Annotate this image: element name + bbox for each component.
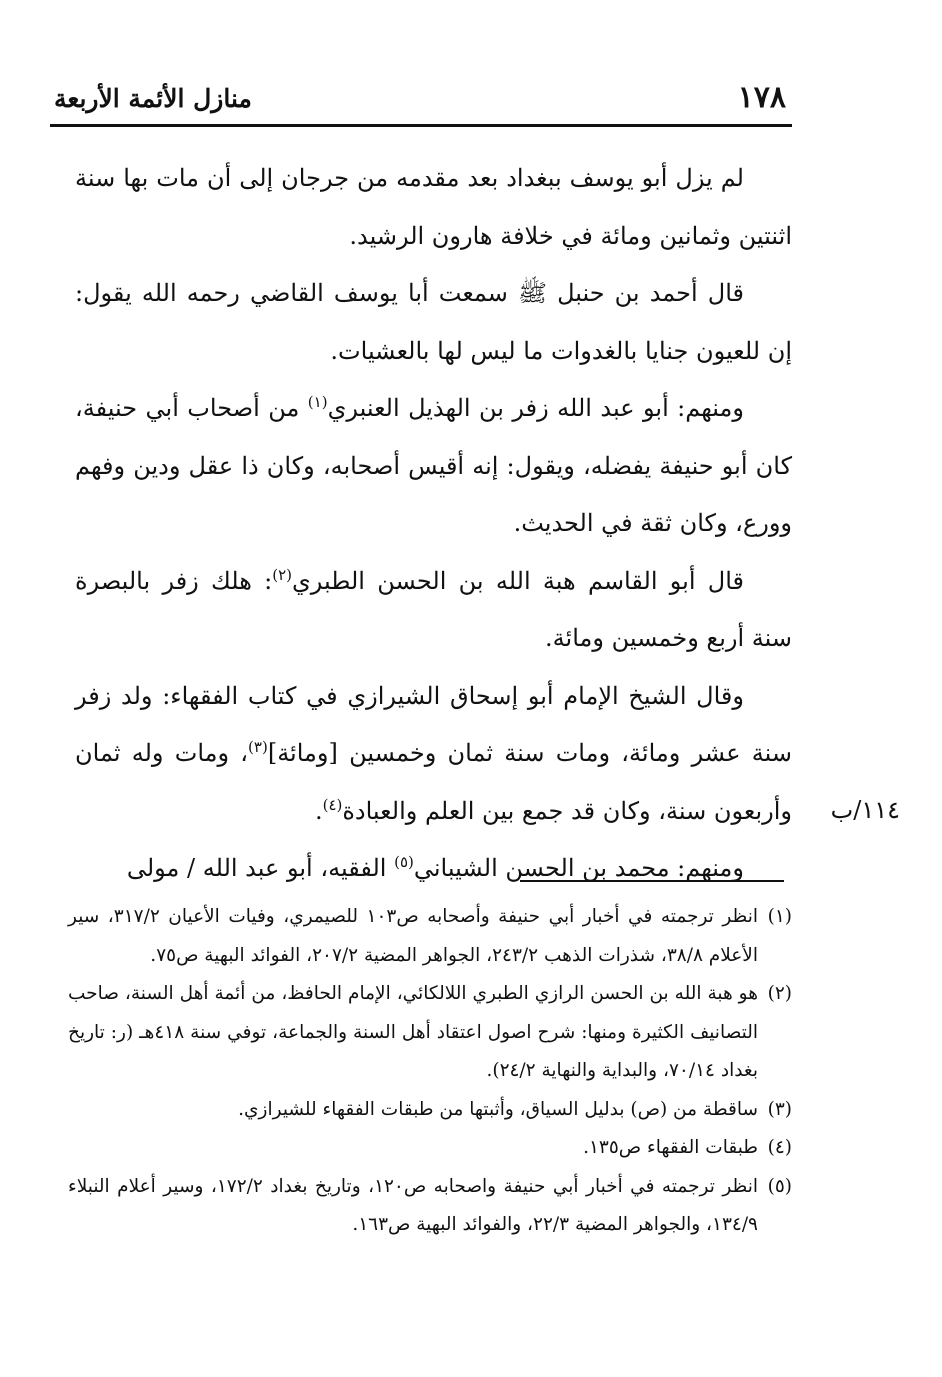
- paragraph-zufar: [75, 380, 792, 553]
- paragraph-ahmad-quote: قال أحمد بن حنبل ﷺ سمعت أبا يوسف القاضي رحمه الله يقول: إن للعيون جنايا بالغدوات ما ليس لها بالعشيات.: [75, 279, 792, 365]
- paragraph-abu-yusuf-death: لم يزل أبو يوسف ببغداد بعد مقدمه من جرجان إلى أن مات بها سنة اثنتين وثمانين ومائة في خلافة هارون الرشيد.: [75, 164, 792, 250]
- footnote-4: [68, 1129, 792, 1168]
- paragraph-tabari-rest: : هلك زفر بالبصرة سنة أربع وخمسين ومائة.: [75, 566, 792, 652]
- footnote-1: [68, 898, 792, 975]
- footnote-number: (٥): [767, 1175, 792, 1197]
- footnote-ref-2[interactable]: (٢): [272, 565, 292, 584]
- paragraph-shaybani-lead: ومنهم: محمد بن الحسن الشيباني: [413, 854, 744, 882]
- paragraph-shaybani: [75, 840, 792, 898]
- paragraph-tabari-lead: قال أبو القاسم هبة الله بن الحسن الطبري: [292, 566, 745, 595]
- main-text: [75, 150, 792, 898]
- footnote-number: (٣): [767, 1098, 792, 1120]
- footnote-ref-4[interactable]: (٤): [322, 795, 343, 814]
- paragraph-shirazi-end: .: [314, 796, 323, 825]
- footnote-ref-5[interactable]: (٥): [394, 853, 414, 871]
- paragraph-zufar-rest: من أصحاب أبي حنيفة، كان أبو حنيفة يفضله، ويقول: إنه أقيس أصحابه، وكان ذا عقل ودين وفهم وورع، وكان ثقة في الحديث.: [75, 394, 792, 537]
- footnote-separator: [520, 880, 784, 882]
- paragraph-shirazi: [75, 668, 792, 841]
- paragraph-shirazi-mid: ، ومات وله ثمان وأربعون سنة، وكان قد جمع بين العلم والعبادة: [75, 739, 792, 825]
- footnote-ref-1[interactable]: (١): [307, 393, 328, 411]
- footnote-text: انظر ترجمته في أخبار أبي حنيفة واصحابه ص١٢٠، وتاريخ بغداد ١٧٢/٢، وسير أعلام النبلاء ١٣٤/٩، والجواهر المضية ٢٢/٣، والفوائد البهية ص١٦٣.: [68, 1175, 758, 1235]
- footnote-2: [68, 975, 792, 1091]
- paragraph-shirazi-lead: وقال الشيخ الإمام أبو إسحاق الشيرازي في كتاب الفقهاء: ولد زفر سنة عشر ومائة، ومات سنة ثمان وخمسين [ومائة]: [75, 681, 792, 767]
- footnotes-section: [68, 898, 792, 1245]
- footnote-number: (٤): [767, 1137, 792, 1158]
- page-header: [50, 80, 792, 127]
- manuscript-folio-note: ١١٤/ب: [830, 796, 900, 824]
- footnote-text: ساقطة من (ص) بدليل السياق، وأثبتها من طبقات الفقهاء للشيرازي.: [238, 1098, 758, 1120]
- running-title: منازل الأئمة الأربعة: [54, 84, 252, 113]
- page-number: ١٧٨: [737, 80, 786, 115]
- footnote-text: طبقات الفقهاء ص١٣٥.: [583, 1137, 758, 1158]
- footnote-number: (٢): [767, 983, 792, 1004]
- footnote-ref-3[interactable]: (٣): [248, 738, 268, 756]
- footnote-number: (١): [767, 906, 792, 927]
- paragraph-zufar-lead: ومنهم: أبو عبد الله زفر بن الهذيل العنبري: [327, 394, 744, 422]
- footnote-3: [68, 1091, 792, 1130]
- paragraph-tabari: [75, 553, 792, 668]
- paragraph-shaybani-rest: الفقيه، أبو عبد الله / مولى: [126, 854, 395, 882]
- footnote-5: [68, 1168, 792, 1245]
- footnote-text: هو هبة الله بن الحسن الرازي الطبري اللالكائي، الإمام الحافظ، من أئمة أهل السنة، صاحب التصانيف الكثيرة ومنها: شرح اصول اعتقاد أهل السنة والجماعة، توفي سنة ٤١٨هـ (ر: تاريخ بغداد ٧٠/١٤، والبداية والنهاية ٢٤/٢).: [68, 983, 758, 1081]
- footnote-text: انظر ترجمته في أخبار أبي حنيفة وأصحابه ص١٠٣ للصيمري، وفيات الأعيان ٣١٧/٢، سير الأعلام ٣٨/٨، شذرات الذهب ٢٤٣/٢، الجواهر المضية ٢٠٧/٢، الفوائد البهية ص٧٥.: [68, 906, 758, 966]
